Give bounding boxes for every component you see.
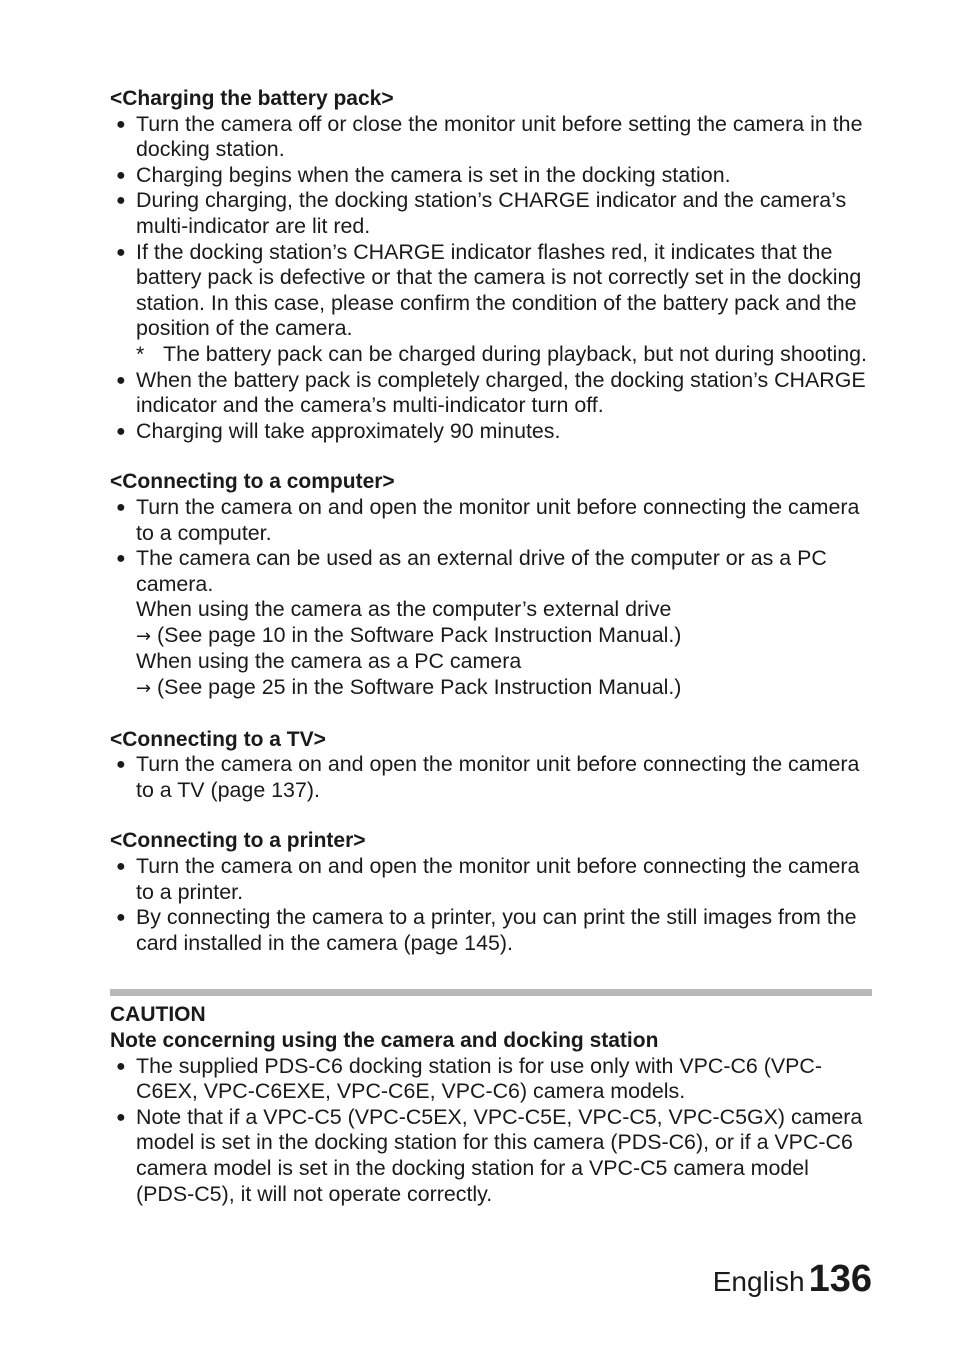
text-line: When using the camera as a PC camera bbox=[136, 649, 522, 674]
list-item: ● Note that if a VPC-C5 (VPC-C5EX, VPC-C5E, VPC-C5, VPC-C5GX) camera model is set in the docking station for this camera (PDS-C6), or if a VPC-C6 camera model is set in the docking station for a VPC-C5 camera model (PDS-C5), it will not operate correctly. bbox=[116, 1104, 863, 1206]
bullet-icon: ● bbox=[116, 550, 126, 568]
section-charging bbox=[110, 86, 872, 444]
list-item: ● Charging will take approximately 90 minutes. bbox=[116, 418, 561, 443]
list-item: ● The camera can be used as an external drive of the computer or as a PC camera. When using the camera as the computer’s external drive → (See page 10 in the Software Pack Instruction Manual.) When using the camera as a PC camera → (See page 25 in the Software Pack Instruction Manual.) bbox=[110, 546, 872, 702]
list-item: ● Turn the camera off or close the monitor unit before setting the camera in the docking station. bbox=[116, 111, 863, 162]
section-printer bbox=[110, 828, 872, 956]
list-item: ● If the docking station’s CHARGE indicator flashes red, it indicates that the battery pack is defective or that the camera is not correctly set in the docking station. In this case, please confirm the condition of the battery pack and the position of the camera. * The battery pack can be charged during playback, but not during shooting. bbox=[110, 240, 872, 368]
bullet-list bbox=[110, 752, 872, 803]
bullet-icon: ● bbox=[116, 371, 126, 389]
list-item: ● Charging begins when the camera is set in the docking station. bbox=[116, 162, 731, 187]
bullet-icon: ● bbox=[116, 243, 126, 261]
section-computer bbox=[110, 469, 872, 701]
bullet-icon: ● bbox=[116, 498, 126, 516]
section-heading: <Connecting to a printer> bbox=[110, 829, 366, 853]
text-line: When using the camera as the computer’s external drive bbox=[136, 597, 672, 622]
bullet-icon: ● bbox=[116, 115, 126, 133]
bullet-icon: ● bbox=[116, 422, 126, 440]
bullet-icon: ● bbox=[116, 192, 126, 210]
list-item: ● The supplied PDS-C6 docking station is for use only with VPC-C6 (VPC-C6EX, VPC-C6EXE, VPC-C6E, VPC-C6) camera models. bbox=[116, 1053, 822, 1104]
asterisk-marker: * bbox=[136, 341, 145, 366]
page-number: 136 bbox=[808, 1258, 872, 1300]
section-heading: <Charging the battery pack> bbox=[110, 87, 394, 110]
footnote: * The battery pack can be charged during playback, but not during shooting. bbox=[136, 341, 867, 366]
bullet-icon: ● bbox=[116, 858, 126, 876]
bullet-icon: ● bbox=[116, 166, 126, 184]
arrow-right-icon: → bbox=[136, 678, 152, 700]
list-item: ● When the battery pack is completely charged, the docking station’s CHARGE indicator and the camera’s multi-indicator turn off. bbox=[116, 367, 866, 418]
bullet-list bbox=[110, 854, 872, 956]
bullet-icon: ● bbox=[116, 1057, 126, 1075]
caution-title: CAUTION bbox=[110, 1003, 206, 1027]
list-item: ● By connecting the camera to a printer, you can print the still images from the card installed in the camera (page 145). bbox=[116, 905, 857, 955]
bullet-list bbox=[110, 112, 872, 445]
list-item: ● Turn the camera on and open the monitor unit before connecting the camera to a TV (page 137). bbox=[116, 752, 860, 802]
caution-subtitle: Note concerning using the camera and docking station bbox=[110, 1029, 659, 1052]
bullet-icon: ● bbox=[116, 1108, 126, 1126]
bullet-icon: ● bbox=[116, 909, 126, 927]
page-footer bbox=[713, 1258, 872, 1301]
language-label: English bbox=[712, 1266, 805, 1297]
list-item: ● Turn the camera on and open the monitor unit before connecting the camera to a computer. bbox=[116, 494, 860, 545]
list-item: ● During charging, the docking station’s CHARGE indicator and the camera’s multi-indicator are lit red. bbox=[116, 188, 847, 238]
reference-line: → (See page 25 in the Software Pack Instruction Manual.) bbox=[136, 675, 682, 700]
section-heading: <Connecting to a TV> bbox=[110, 727, 326, 751]
bullet-list bbox=[110, 495, 872, 702]
page-content bbox=[110, 86, 872, 1207]
caution-box bbox=[110, 1002, 872, 1207]
arrow-right-icon: → bbox=[136, 625, 152, 647]
bullet-icon: ● bbox=[116, 756, 126, 774]
section-heading: <Connecting to a computer> bbox=[110, 470, 395, 494]
bullet-list bbox=[110, 1054, 872, 1208]
list-item: ● Turn the camera on and open the monitor unit before connecting the camera to a printer. bbox=[116, 854, 860, 904]
caution-divider bbox=[110, 989, 872, 996]
reference-line: → (See page 10 in the Software Pack Instruction Manual.) bbox=[136, 622, 682, 647]
section-tv bbox=[110, 727, 872, 804]
